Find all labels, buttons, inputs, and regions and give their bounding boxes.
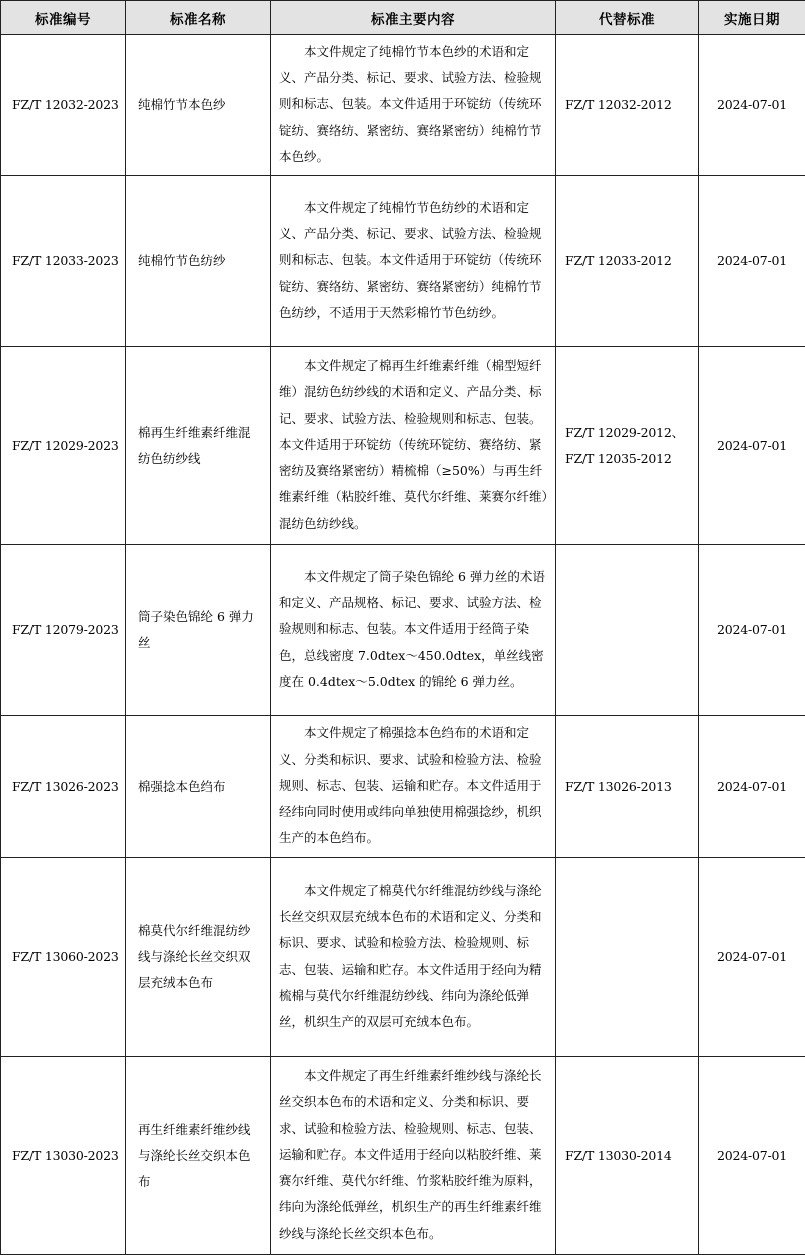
standard-content: 本文件规定了棉强捻本色绉布的术语和定义、分类和标识、要求、试验和检验方法、检验规则、标志、包装、运输和贮存。本文件适用于经纬向同时使用或纬向单独使用棉强捻纱，机织生产的本色绉布。: [279, 720, 549, 851]
standard-name: 再生纤维素纤维纱线与涤纶长丝交织本色布: [126, 1057, 271, 1255]
header-row: [1, 1, 805, 35]
standard-name: 纯棉竹节色纺纱: [126, 176, 271, 347]
standard-name: 筒子染色锦纶 6 弹力丝: [126, 545, 271, 716]
replaced-standard-2: FZ/T 12035-2012: [565, 451, 672, 466]
table-row: [1, 1057, 805, 1255]
standard-code: FZ/T 13030-2023: [1, 1057, 126, 1255]
standard-name: 棉强捻本色绉布: [126, 716, 271, 858]
header-content: 标准主要内容: [271, 1, 556, 35]
effective-date: 2024-07-01: [699, 35, 805, 176]
standard-code: FZ/T 12079-2023: [1, 545, 126, 716]
effective-date: 2024-07-01: [699, 347, 805, 545]
standard-content: 本文件规定了纯棉竹节本色纱的术语和定义、产品分类、标记、要求、试验方法、检验规则和标志、包装。本文件适用于环锭纺（传统环锭纺、赛络纺、紧密纺、赛络紧密纺）纯棉竹节本色纱。: [279, 39, 549, 170]
table-row: [1, 347, 805, 545]
standard-content-cell: [271, 545, 556, 716]
standard-content-cell: [271, 35, 556, 176]
standard-code: FZ/T 12029-2023: [1, 347, 126, 545]
standard-code: FZ/T 13026-2023: [1, 716, 126, 858]
table-row: [1, 858, 805, 1057]
replaced-standard-cell: [556, 858, 699, 1057]
standard-content: 本文件规定了纯棉竹节色纺纱的术语和定义、产品分类、标记、要求、试验方法、检验规则和标志、包装。本文件适用于环锭纺（传统环锭纺、赛络纺、紧密纺、赛络紧密纺）纯棉竹节色纺纱，不适用于天然彩棉竹节色纺纱。: [279, 195, 549, 326]
standard-name: 棉再生纤维素纤维混纺色纺纱线: [126, 347, 271, 545]
standard-name: 棉莫代尔纤维混纺纱线与涤纶长丝交织双层充绒本色布: [126, 858, 271, 1057]
header-replaces: 代替标准: [556, 1, 699, 35]
replaced-standard-cell: [556, 716, 699, 858]
effective-date: 2024-07-01: [699, 716, 805, 858]
table-row: [1, 716, 805, 858]
replaced-standard: FZ/T 13030-2014: [565, 1148, 672, 1163]
replaced-standard-cell: [556, 347, 699, 545]
standard-content-cell: [271, 858, 556, 1057]
header-code: 标准编号: [1, 1, 126, 35]
replaced-standard: FZ/T 12029-2012、: [565, 425, 684, 440]
standard-code: FZ/T 12033-2023: [1, 176, 126, 347]
effective-date: 2024-07-01: [699, 176, 805, 347]
replaced-standard: FZ/T 12032-2012: [565, 97, 672, 112]
standard-content: 本文件规定了棉莫代尔纤维混纺纱线与涤纶长丝交织双层充绒本色布的术语和定义、分类和标识、要求、试验和检验方法、检验规则、标志、包装、运输和贮存。本文件适用于经向为精梳棉与莫代尔纤维混纺纱线、纬向为涤纶低弹丝，机织生产的双层可充绒本色布。: [279, 878, 549, 1036]
table-row: [1, 545, 805, 716]
table-row: [1, 176, 805, 347]
replaced-standard: FZ/T 12033-2012: [565, 253, 672, 268]
effective-date: 2024-07-01: [699, 1057, 805, 1255]
table-row: [1, 35, 805, 176]
standard-content-cell: [271, 176, 556, 347]
standard-code: FZ/T 13060-2023: [1, 858, 126, 1057]
effective-date: 2024-07-01: [699, 858, 805, 1057]
replaced-standard-cell: [556, 35, 699, 176]
header-name: 标准名称: [126, 1, 271, 35]
replaced-standard-cell: [556, 176, 699, 347]
effective-date: 2024-07-01: [699, 545, 805, 716]
replaced-standard: FZ/T 13026-2013: [565, 779, 672, 794]
standard-content: 本文件规定了棉再生纤维素纤维（棉型短纤维）混纺色纺纱线的术语和定义、产品分类、标记、要求、试验方法、检验规则和标志、包装。本文件适用于环锭纺（传统环锭纺、赛络纺、紧密纺及赛络紧密纺）精梳棉（≥50%）与再生纤维素纤维（粘胶纤维、莫代尔纤维、莱赛尔纤维）混纺色纺纱线。: [279, 353, 549, 537]
replaced-standard-cell: [556, 1057, 699, 1255]
standard-content-cell: [271, 1057, 556, 1255]
standard-content-cell: [271, 347, 556, 545]
standard-name: 纯棉竹节本色纱: [126, 35, 271, 176]
standard-content-cell: [271, 716, 556, 858]
standard-code: FZ/T 12032-2023: [1, 35, 126, 176]
standard-content: 本文件规定了再生纤维素纤维纱线与涤纶长丝交织本色布的术语和定义、分类和标识、要求、试验和检验方法、检验规则、标志、包装、运输和贮存。本文件适用于经向以粘胶纤维、莱赛尔纤维、莫代尔纤维、竹浆粘胶纤维为原料，纬向为涤纶低弹丝，机织生产的再生纤维素纤维纱线与涤纶长丝交织本色布。: [279, 1063, 549, 1247]
replaced-standard-cell: [556, 545, 699, 716]
header-date: 实施日期: [699, 1, 805, 35]
standard-content: 本文件规定了筒子染色锦纶 6 弹力丝的术语和定义、产品规格、标记、要求、试验方法、检验规则和标志、包装。本文件适用于经筒子染色，总线密度 7.0dtex～450.0dtex，单丝线密度在 0.4dtex～5.0dtex 的锦纶 6 弹力丝。: [279, 564, 549, 695]
